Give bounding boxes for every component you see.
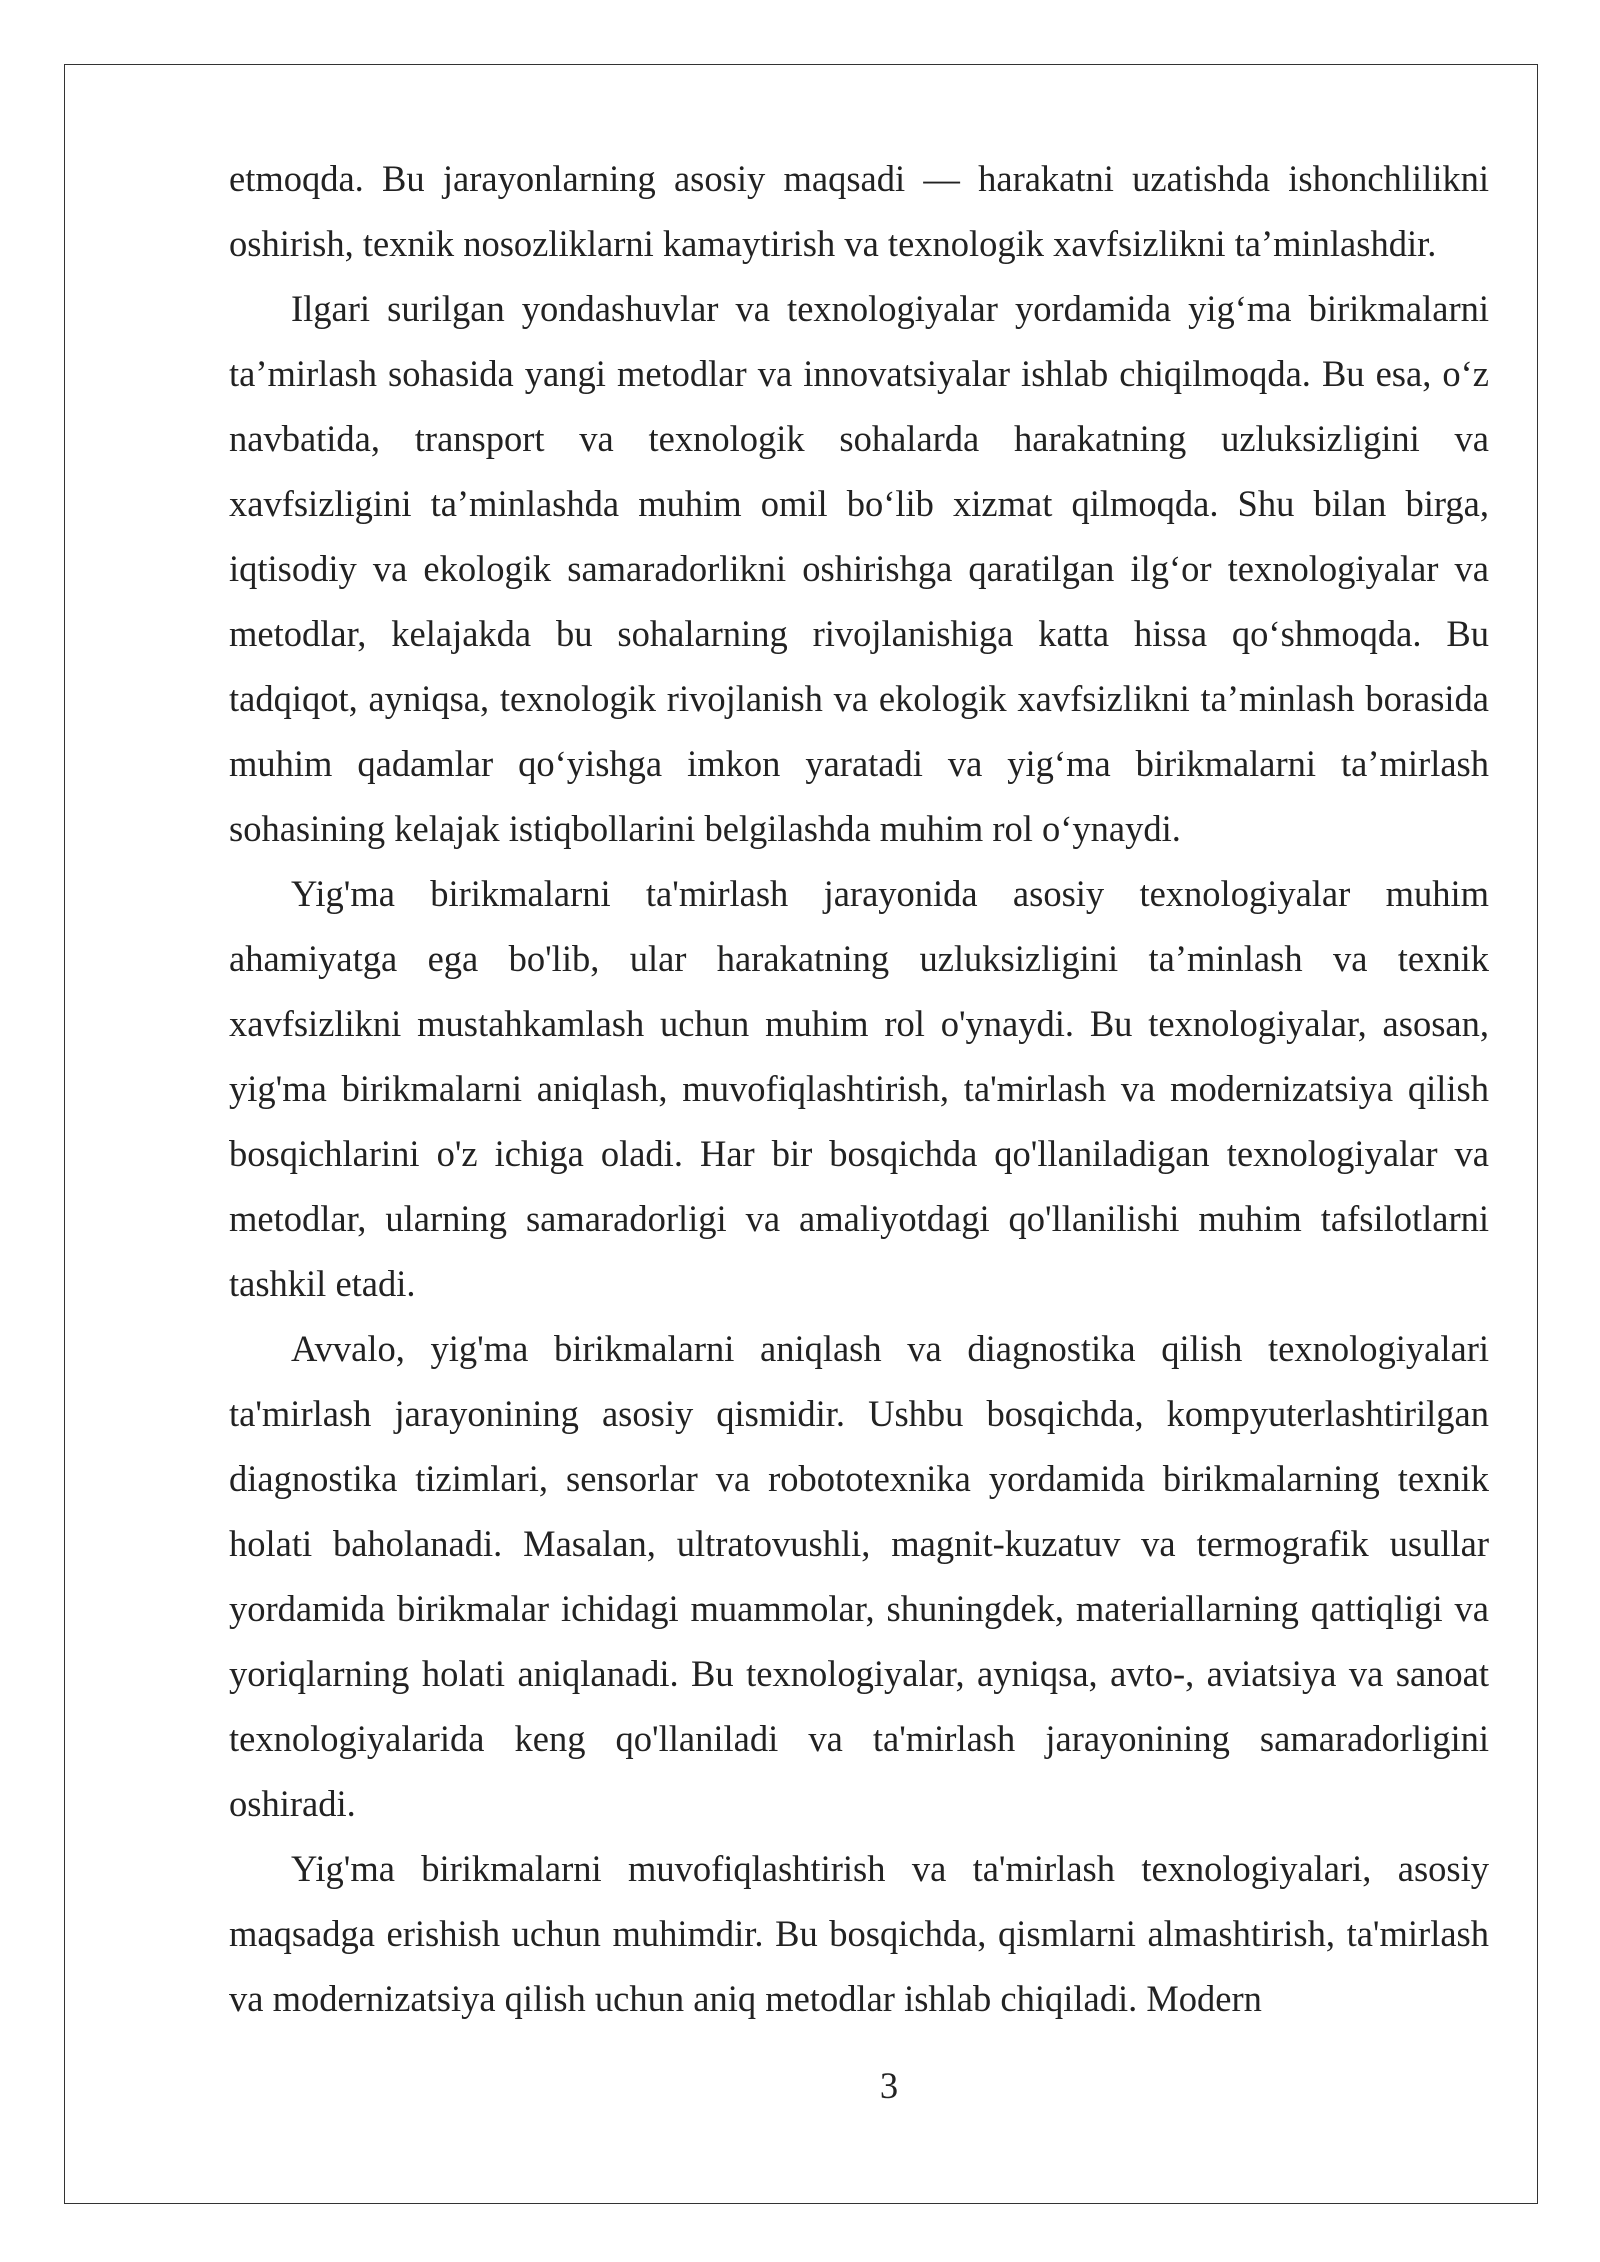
paragraph-5: Yig'ma birikmalarni muvofiqlashtirish va ta'mirlash texnologiyalari, asosiy maqsadga erishish uchun muhimdir. Bu bosqichda, qismlarni almashtirish, ta'mirlash va modernizatsiya qilish uchun aniq metodlar ishlab chiqiladi. Modern <box>229 1848 1489 2019</box>
paragraph-2: Ilgari surilgan yondashuvlar va texnologiyalar yordamida yig‘ma birikmalarni ta’mirlash sohasida yangi metodlar va innovatsiyalar ishlab chiqilmoqda. Bu esa, o‘z navbatida, transport va texnologik sohalarda harakatning uzluksizligini va xavfsizligini ta’minlashda muhim omil bo‘lib xizmat qilmoqda. Shu bilan birga, iqtisodiy va ekologik samaradorlikni oshirishga qaratilgan ilg‘or texnologiyalar va metodlar, kelajakda bu sohalarning rivojlanishiga katta hissa qo‘shmoqda. Bu tadqiqot, ayniqsa, texnologik rivojlanish va ekologik xavfsizlikni ta’minlash borasida muhim qadamlar qo‘yishga imkon yaratadi va yig‘ma birikmalarni ta’mirlash sohasining kelajak istiqbollarini belgilashda muhim rol o‘ynaydi. <box>229 288 1489 849</box>
paragraph-3: Yig'ma birikmalarni ta'mirlash jarayonida asosiy texnologiyalar muhim ahamiyatga ega bo'lib, ular harakatning uzluksizligini ta’minlash va texnik xavfsizlikni mustahkamlash uchun muhim rol o'ynaydi. Bu texnologiyalar, asosan, yig'ma birikmalarni aniqlash, muvofiqlashtirish, ta'mirlash va modernizatsiya qilish bosqichlarini o'z ichiga oladi. Har bir bosqichda qo'llaniladigan texnologiyalar va metodlar, ularning samaradorligi va amaliyotdagi qo'llanilishi muhim tafsilotlarni tashkil etadi. <box>229 873 1489 1304</box>
document-body <box>229 146 1489 2031</box>
paragraph-4: Avvalo, yig'ma birikmalarni aniqlash va diagnostika qilish texnologiyalari ta'mirlash jarayonining asosiy qismidir. Ushbu bosqichda, kompyuterlashtirilgan diagnostika tizimlari, sensorlar va robototexnika yordamida birikmalarning texnik holati baholanadi. Masalan, ultratovushli, magnit-kuzatuv va termografik usullar yordamida birikmalar ichidagi muammolar, shuningdek, materiallarning qattiqligi va yoriqlarning holati aniqlanadi. Bu texnologiyalar, ayniqsa, avto-, aviatsiya va sanoat texnologiyalarida keng qo'llaniladi va ta'mirlash jarayonining samaradorligini oshiradi. <box>229 1328 1489 1824</box>
page-number: 3 <box>879 2065 899 2106</box>
paragraph-1: etmoqda. Bu jarayonlarning asosiy maqsadi — harakatni uzatishda ishonchlilikni oshirish, texnik nosozliklarni kamaytirish va texnologik xavfsizlikni ta’minlashdir. <box>229 158 1489 264</box>
